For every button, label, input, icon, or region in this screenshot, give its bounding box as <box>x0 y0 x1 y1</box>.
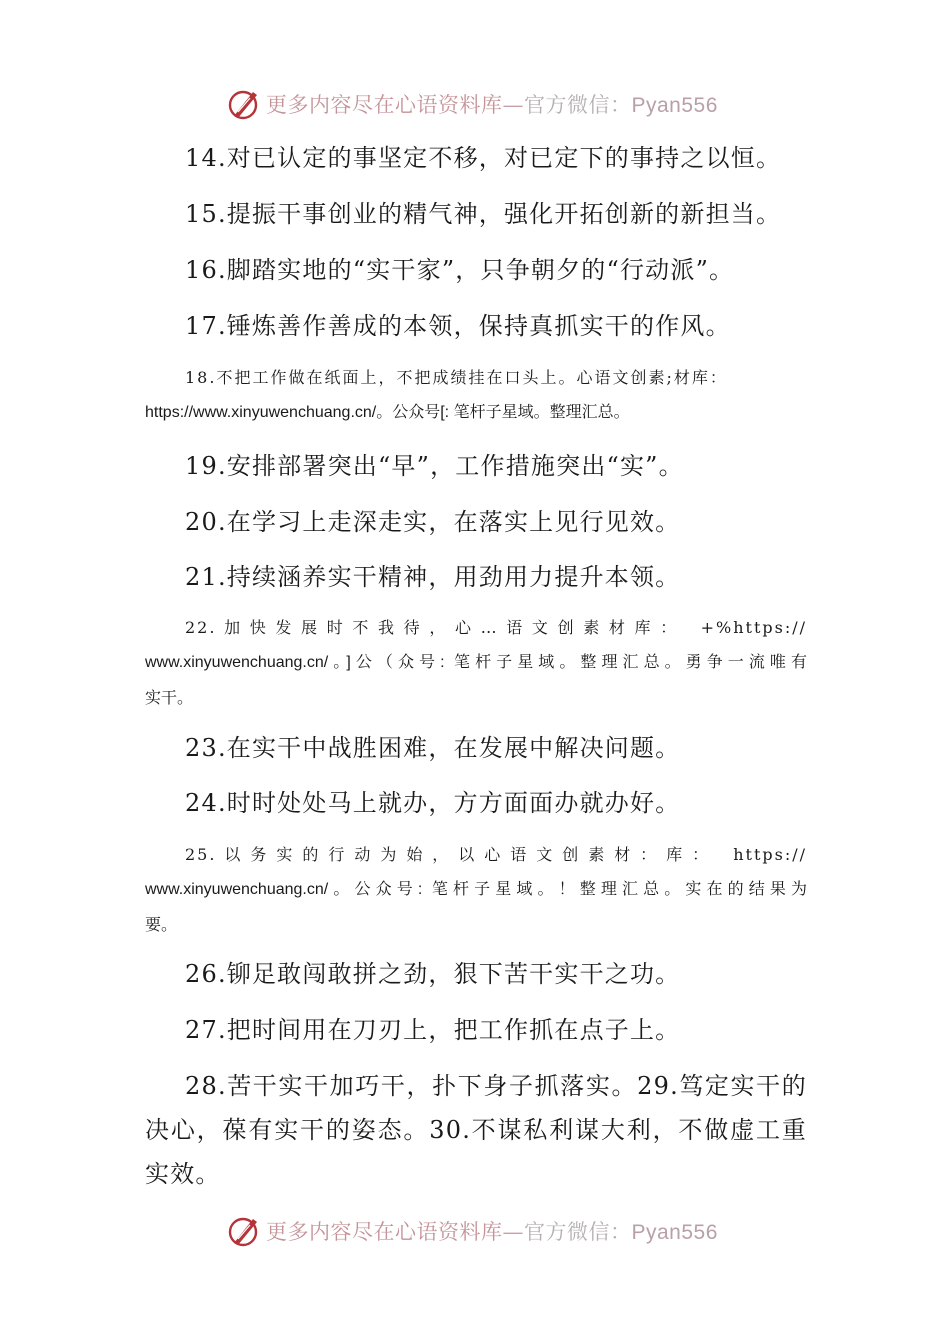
list-item-16: 16.脚踏实地的“实干家”，只争朝夕的“行动派”。 <box>185 256 735 284</box>
list-item-28-line-3: 实效。 <box>145 1160 221 1188</box>
list-item-28-30 <box>145 1064 807 1196</box>
banner-text <box>266 1216 718 1246</box>
list-item-15: 15.提振干事创业的精气神，强化开拓创新的新担当。 <box>185 200 782 228</box>
banner-wechat-label: 官方微信： <box>524 93 632 117</box>
list-item-22-line-3: 实干。 <box>145 688 194 707</box>
list-item-20: 20.在学习上走深走实，在落实上见行见效。 <box>185 508 681 536</box>
list-item-25-line-1: 25.以务实的行动为始，以心语文创素材：库： https:// <box>185 845 807 864</box>
list-item-26: 26.铆足敢闯敢拼之劲，狠下苦干实干之功。 <box>185 960 681 988</box>
list-item-17: 17.锤炼善作善成的本领，保持真抓实干的作风。 <box>185 312 731 340</box>
list-item-18-line-2: https://www.xinyuwenchuang.cn/。公众号[: 笔杆子星域。整理汇总。 <box>145 404 630 421</box>
list-item-28-line-2: 决心，葆有实干的姿态。30.不谋私利谋大利，不做虚工重 <box>145 1116 807 1144</box>
bottom-banner <box>0 1211 950 1251</box>
list-item-27: 27.把时间用在刀刃上，把工作抓在点子上。 <box>185 1016 681 1044</box>
quill-pen-logo-icon <box>226 86 262 122</box>
list-item-25-line-2: www.xinyuwenchuang.cn/。公众号: 笔杆子星域。！整理汇总。实在的结果为 <box>145 881 807 898</box>
list-item-22 <box>145 610 807 715</box>
banner-wechat-label: 官方微信： <box>524 1220 632 1244</box>
list-item-22-line-1: 22.加快发展时不我待，心…语文创素材库： +%https:// <box>185 618 807 637</box>
top-banner <box>0 84 950 124</box>
banner-dash: — <box>502 93 524 117</box>
list-item-25-line-3: 要。 <box>145 915 178 934</box>
banner-wechat-id: Pyan556 <box>631 1221 718 1244</box>
banner-wechat-id: Pyan556 <box>631 94 718 117</box>
list-item-28-line-1: 28.苦干实干加巧干，扑下身子抓落实。29.笃定实干的 <box>185 1072 807 1100</box>
quill-pen-logo-icon <box>226 1213 262 1249</box>
list-item-18 <box>145 360 807 430</box>
list-item-24: 24.时时处处马上就办，方方面面办就办好。 <box>185 789 681 817</box>
banner-site-text: 更多内容尽在心语资料库 <box>266 1220 503 1244</box>
banner-text <box>266 89 718 119</box>
list-item-19: 19.安排部署突出“早”，工作措施突出“实”。 <box>185 452 684 480</box>
banner-site-text: 更多内容尽在心语资料库 <box>266 93 503 117</box>
list-item-18-line-1: 18.不把工作做在纸面上，不把成绩挂在口头上。心语文创素;材库： <box>185 368 728 387</box>
banner-dash: — <box>502 1220 524 1244</box>
list-item-14: 14.对已认定的事坚定不移，对已定下的事持之以恒。 <box>185 144 782 172</box>
list-item-21: 21.持续涵养实干精神，用劲用力提升本领。 <box>185 563 681 591</box>
list-item-22-line-2: www.xinyuwenchuang.cn/。]公（众号: 笔杆子星域。整理汇总。勇争一流唯有 <box>145 654 807 671</box>
list-item-23: 23.在实干中战胜困难，在发展中解决问题。 <box>185 734 681 762</box>
list-item-25 <box>145 837 807 942</box>
